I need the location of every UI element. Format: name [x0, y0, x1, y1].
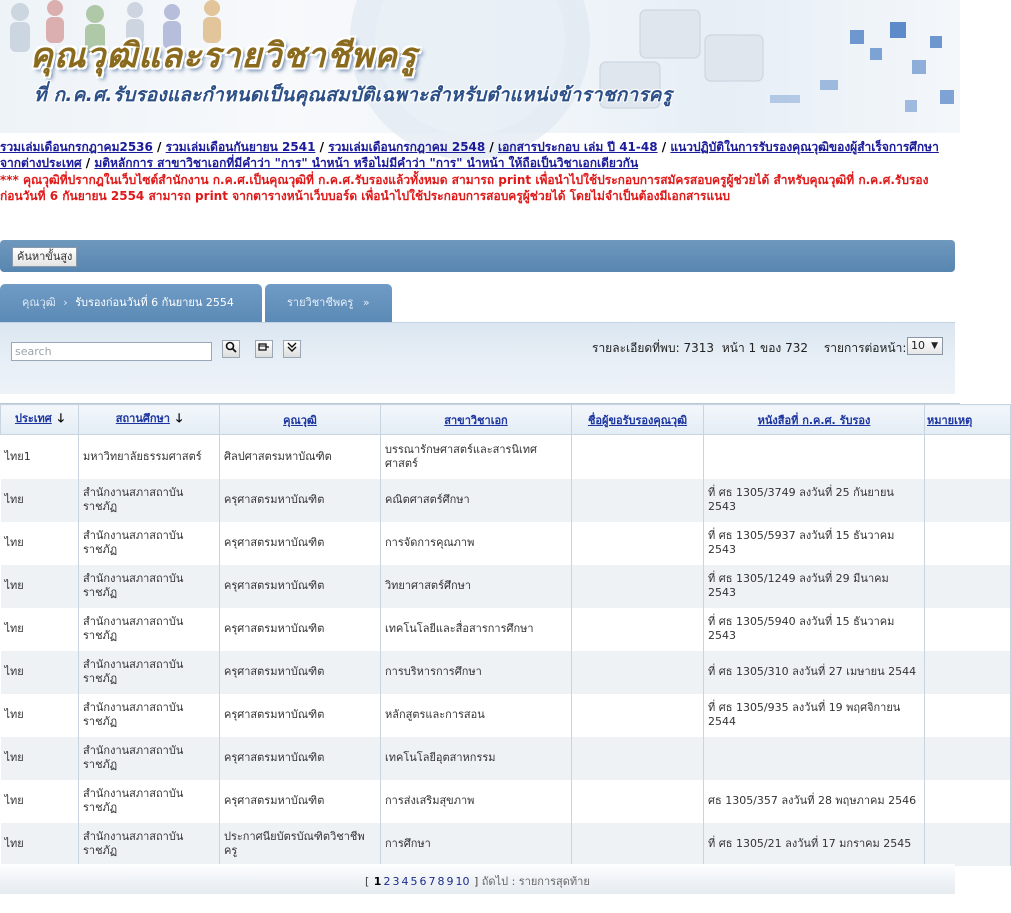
cell-country: ไทย: [1, 479, 79, 522]
link-separator: /: [657, 140, 671, 154]
cell-remarks: [925, 694, 1011, 737]
pager-pages: [373, 875, 471, 888]
pager-close-bracket: ]: [473, 875, 479, 888]
link-separator: /: [81, 156, 95, 170]
advanced-search-button[interactable]: ค้นหาขั้นสูง: [12, 247, 77, 267]
cell-qualification: ครุศาสตรมหาบัณฑิต: [220, 479, 381, 522]
cell-applicant: [572, 608, 704, 651]
cell-remarks: [925, 651, 1011, 694]
cell-major: เทคโนโลยีและสื่อสารการศึกษา: [381, 608, 572, 651]
cell-country: ไทย: [1, 823, 79, 866]
tab-label: รับรองก่อนวันที่ 6 กันยายน 2554: [75, 296, 234, 309]
cell-approval-letter: ที่ ศธ 1305/1249 ลงวันที่ 29 มีนาคม 2543: [704, 565, 925, 608]
cell-approval-letter: ที่ ศธ 1305/5937 ลงวันที่ 15 ธันวาคม 2543: [704, 522, 925, 565]
cell-applicant: [572, 435, 704, 479]
cell-qualification: ประกาศนียบัตรบัณฑิตวิชาชีพครู: [220, 823, 381, 866]
results-summary: [592, 339, 906, 358]
link-july-2536[interactable]: รวมเล่มเดือนกรกฎาคม2536: [0, 140, 153, 154]
link-foreign-guidelines[interactable]: แนวปฏิบัติในการรับรองคุณวุฒิของผู้สำเร็จการศึกษาจากต่างประเทศ: [0, 140, 939, 170]
pager-page-link[interactable]: 5: [410, 875, 418, 888]
cell-remarks: [925, 737, 1011, 780]
pager-open-bracket: [: [365, 875, 370, 888]
triangle-down-icon: ▼: [931, 341, 938, 351]
document-links: [0, 139, 958, 171]
cell-applicant: [572, 651, 704, 694]
column-header-approval-letter[interactable]: หนังสือที่ ก.ค.ศ. รับรอง: [704, 405, 925, 435]
cell-institution: สำนักงานสภาสถาบันราชภัฏ: [79, 479, 220, 522]
pager-page-link[interactable]: 4: [401, 875, 409, 888]
link-supporting-docs[interactable]: เอกสารประกอบ เล่ม ปี 41-48: [498, 140, 658, 154]
cell-applicant: [572, 694, 704, 737]
cell-applicant: [572, 780, 704, 823]
pager-page-link[interactable]: 7: [428, 875, 436, 888]
cell-country: ไทย1: [1, 435, 79, 479]
cell-major: วิทยาศาสตร์ศึกษา: [381, 565, 572, 608]
cell-major: หลักสูตรและการสอน: [381, 694, 572, 737]
cell-approval-letter: ที่ ศธ 1305/310 ลงวันที่ 27 เมษายน 2544: [704, 651, 925, 694]
link-major-resolution[interactable]: มติหลักการ สาขาวิชาเอกที่มีคำว่า "การ" นำหน้า หรือไม่มีคำว่า "การ" นำหน้า ให้ถือเป็นวิชาเอกเดียวกัน: [94, 156, 639, 170]
cell-remarks: [925, 823, 1011, 866]
pager-page-link[interactable]: 2: [383, 875, 391, 888]
table-row[interactable]: [1, 522, 1011, 565]
pager-bar: [0, 864, 955, 894]
cell-applicant: [572, 479, 704, 522]
column-header-major[interactable]: สาขาวิชาเอก: [381, 405, 572, 435]
cell-major: เทคโนโลยีอุตสาหกรรม: [381, 737, 572, 780]
link-july-2548[interactable]: รวมเล่มเดือนกรกฎาคม 2548: [328, 140, 486, 154]
tab-prefix: คุณวุฒิ: [22, 296, 56, 309]
cell-major: บรรณารักษศาสตร์และสารนิเทศศาสตร์: [381, 435, 572, 479]
cell-qualification: ครุศาสตรมหาบัณฑิต: [220, 780, 381, 823]
per-page-label: รายการต่อหน้า:: [823, 341, 907, 355]
cell-qualification: ศิลปศาสตรมหาบัณฑิต: [220, 435, 381, 479]
chevron-right-icon: ›: [63, 296, 68, 309]
cell-major: การศึกษา: [381, 823, 572, 866]
magnifier-icon[interactable]: [222, 340, 240, 358]
cell-country: ไทย: [1, 780, 79, 823]
qualification-table: [0, 404, 1011, 866]
pager-page-link[interactable]: 3: [392, 875, 400, 888]
filter-icon[interactable]: [255, 340, 273, 358]
pager-page-link[interactable]: 1: [373, 875, 382, 888]
link-separator: /: [152, 140, 166, 154]
cell-applicant: [572, 823, 704, 866]
pager-page-link[interactable]: 8: [437, 875, 445, 888]
cell-major: การจัดการคุณภาพ: [381, 522, 572, 565]
cell-country: ไทย: [1, 737, 79, 780]
per-page-select[interactable]: [907, 337, 943, 355]
table-row[interactable]: [1, 435, 1011, 479]
table-row[interactable]: [1, 737, 1011, 780]
pager-next-link[interactable]: ถัดไป :: [481, 875, 516, 888]
cell-applicant: [572, 565, 704, 608]
cell-approval-letter: ศธ 1305/357 ลงวันที่ 28 พฤษภาคม 2546: [704, 780, 925, 823]
double-chevron-down-icon[interactable]: [283, 340, 301, 358]
column-header-remarks[interactable]: หมายเหตุ: [925, 405, 1011, 435]
cell-qualification: ครุศาสตรมหาบัณฑิต: [220, 651, 381, 694]
cell-institution: สำนักงานสภาสถาบันราชภัฏ: [79, 823, 220, 866]
of-label: ของ: [760, 341, 782, 355]
page-current: 1: [748, 341, 757, 355]
cell-qualification: ครุศาสตรมหาบัณฑิต: [220, 522, 381, 565]
cell-major: การส่งเสริมสุขภาพ: [381, 780, 572, 823]
tab-qualifications[interactable]: [0, 284, 262, 322]
double-chevron-right-icon: »: [362, 296, 370, 309]
cell-institution: สำนักงานสภาสถาบันราชภัฏ: [79, 522, 220, 565]
cell-remarks: [925, 522, 1011, 565]
table-row[interactable]: [1, 565, 1011, 608]
cell-major: การบริหารการศึกษา: [381, 651, 572, 694]
results-count: 7313: [683, 341, 715, 355]
cell-institution: สำนักงานสภาสถาบันราชภัฏ: [79, 565, 220, 608]
per-page-value: 10: [911, 339, 925, 352]
cell-approval-letter: ที่ ศธ 1305/21 ลงวันที่ 17 มกราคม 2545: [704, 823, 925, 866]
advanced-search-bar: [0, 240, 955, 272]
sort-arrow-icon: 🡓: [57, 411, 65, 425]
pager-page-link[interactable]: 9: [446, 875, 454, 888]
cell-qualification: ครุศาสตรมหาบัณฑิต: [220, 694, 381, 737]
qualification-grid: [0, 403, 973, 863]
table-row[interactable]: [1, 780, 1011, 823]
results-label: รายละเอียดที่พบ:: [592, 341, 680, 355]
cell-remarks: [925, 780, 1011, 823]
cell-approval-letter: ที่ ศธ 1305/5940 ลงวันที่ 15 ธันวาคม 2543: [704, 608, 925, 651]
pager-page-link[interactable]: 10: [455, 875, 470, 888]
link-separator: /: [485, 140, 498, 154]
table-row[interactable]: [1, 608, 1011, 651]
cell-approval-letter: [704, 435, 925, 479]
cell-qualification: ครุศาสตรมหาบัณฑิต: [220, 608, 381, 651]
cell-institution: มหาวิทยาลัยธรรมศาสตร์: [79, 435, 220, 479]
cell-institution: สำนักงานสภาสถาบันราชภัฏ: [79, 651, 220, 694]
cell-approval-letter: ที่ ศธ 1305/3749 ลงวันที่ 25 กันยายน 2543: [704, 479, 925, 522]
table-header-row: [1, 405, 1011, 435]
notice-text: *** คุณวุฒิที่ปรากฎในเว็บไซต์สำนักงาน ก.ค.ศ.เป็นคุณวุฒิที่ ก.ค.ศ.รับรองแล้วทั้งหมด สามารถ print เพื่อนำไปใช้ประกอบการสมัครสอบครูผู้ช่วยได้ สำหรับคุณวุฒิที่ ก.ค.ศ.รับรอง ก่อนวันที่ 6 กันยายน 2554 สามารถ print จากตารางหน้าเว็บบอร์ด เพื่อนำไปใช้ประกอบการสอบครูผู้ช่วยได้ โดยไม่จำเป็นต้องมีเอกสารแนบ: [0, 173, 929, 203]
cell-country: ไทย: [1, 651, 79, 694]
table-body: [1, 435, 1011, 866]
cell-remarks: [925, 565, 1011, 608]
table-row[interactable]: [1, 479, 1011, 522]
tab-teacher-courses[interactable]: [265, 284, 392, 322]
column-header-country[interactable]: ประเทศ 🡓: [1, 405, 79, 435]
pager-page-link[interactable]: 6: [419, 875, 427, 888]
cell-applicant: [572, 737, 704, 780]
search-input[interactable]: [11, 342, 212, 361]
pager-last-link[interactable]: รายการสุดท้าย: [518, 875, 590, 888]
page-label: หน้า: [721, 341, 745, 355]
cell-country: ไทย: [1, 608, 79, 651]
banner-subtitle: ที่ ก.ค.ศ.รับรองและกำหนดเป็นคุณสมบัติเฉพาะสำหรับตำแหน่งข้าราชการครู: [34, 84, 672, 106]
cell-approval-letter: [704, 737, 925, 780]
pagination: [365, 872, 590, 890]
cell-approval-letter: ที่ ศธ 1305/935 ลงวันที่ 19 พฤศจิกายน 2544: [704, 694, 925, 737]
table-row[interactable]: [1, 651, 1011, 694]
cell-applicant: [572, 522, 704, 565]
page-total: 732: [785, 341, 809, 355]
header-banner: [0, 0, 960, 133]
cell-country: ไทย: [1, 565, 79, 608]
grid-toolbar: [0, 322, 955, 394]
cell-qualification: ครุศาสตรมหาบัณฑิต: [220, 565, 381, 608]
cell-institution: สำนักงานสภาสถาบันราชภัฏ: [79, 737, 220, 780]
banner-title: คุณวุฒิและรายวิชาชีพครู: [30, 36, 418, 76]
cell-qualification: ครุศาสตรมหาบัณฑิต: [220, 737, 381, 780]
cell-institution: สำนักงานสภาสถาบันราชภัฏ: [79, 780, 220, 823]
cell-country: ไทย: [1, 522, 79, 565]
table-row[interactable]: [1, 694, 1011, 737]
table-row[interactable]: [1, 823, 1011, 866]
tab-label: รายวิชาชีพครู: [287, 296, 354, 309]
cell-institution: สำนักงานสภาสถาบันราชภัฏ: [79, 608, 220, 651]
cell-remarks: [925, 435, 1011, 479]
sort-arrow-icon: 🡓: [175, 411, 183, 425]
link-separator: /: [315, 140, 329, 154]
column-header-qualification[interactable]: คุณวุฒิ: [220, 405, 381, 435]
cell-remarks: [925, 479, 1011, 522]
cell-major: คณิตศาสตร์ศึกษา: [381, 479, 572, 522]
link-september-2541[interactable]: รวมเล่มเดือนกันยายน 2541: [165, 140, 316, 154]
column-header-applicant[interactable]: ชื่อผู้ขอรับรองคุณวุฒิ: [572, 405, 704, 435]
column-header-institution[interactable]: สถานศึกษา 🡓: [79, 405, 220, 435]
cell-remarks: [925, 608, 1011, 651]
cell-country: ไทย: [1, 694, 79, 737]
cell-institution: สำนักงานสภาสถาบันราชภัฏ: [79, 694, 220, 737]
